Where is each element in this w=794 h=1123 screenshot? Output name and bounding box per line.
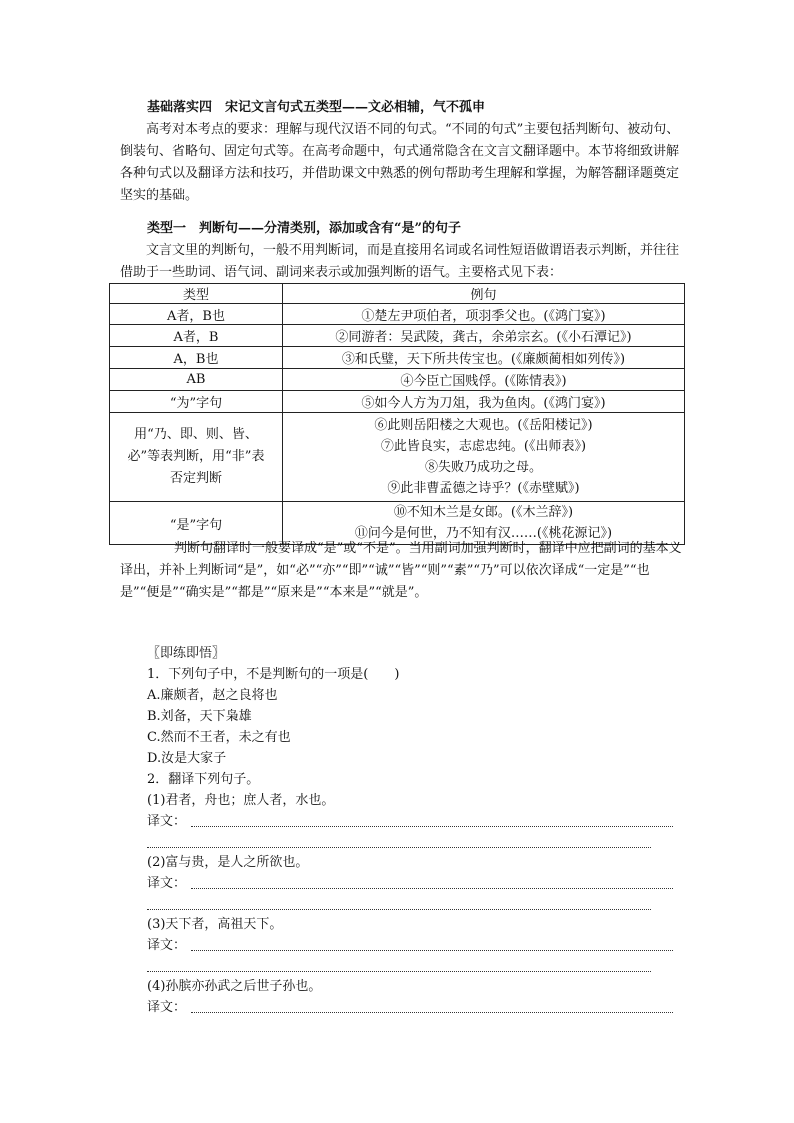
q1-option-a[interactable]: A.廉颇者，赵之良将也 [147, 688, 278, 703]
table-cell-type: A，B也 [110, 347, 283, 369]
section-intro: 高考对本考点的要求：理解与现代汉语不同的句式。“不同的句式”主要包括判断句、被动句、倒装句、省略句、固定句式等。在高考命题中，句式通常隐含在文言文翻译题中。本节将细致讲解各种句式以及翻译方法和技巧，并借助课文中熟悉的例句帮助考生理解和掌握，为解答翻译题奠定坚实的基础。 [120, 122, 680, 203]
table-example-line: ⑥此则岳阳楼之大观也。(《岳阳楼记》) [374, 418, 593, 433]
table-example-line: ⑧失败乃成功之母。 [424, 460, 542, 475]
q1-option-d[interactable]: D.汝是大家子 [147, 751, 227, 766]
q2-stem: 2．翻译下列句子。 [147, 772, 260, 787]
answer-line[interactable] [191, 888, 673, 889]
table-example-line: ⑪问今是何世，乃不知有汉……(《桃花源记》) [354, 526, 613, 541]
q2-answer-label: 译文： [147, 876, 187, 891]
type1-title: 类型一 判断句——分清类别，添加或含有“是”的句子 [147, 221, 461, 236]
table-cell-type: A者，B也 [110, 304, 283, 325]
answer-line[interactable] [147, 909, 651, 910]
table-cell-type: “为”字句 [110, 391, 283, 413]
answer-line[interactable] [191, 1012, 673, 1013]
answer-line[interactable] [147, 847, 651, 848]
answer-line[interactable] [191, 950, 673, 951]
table-cell-example: ③和氏璧，天下所共传宝也。(《廉颇蔺相如列传》) [283, 347, 685, 369]
table-row [110, 325, 685, 347]
q1-option-c[interactable]: C.然而不王者，未之有也 [147, 730, 291, 745]
table-cell-example: ④今臣亡国贱俘。(《陈情表》) [283, 369, 685, 391]
table-header-type: 类型 [110, 284, 283, 304]
table-example-line: ⑨此非曹孟德之诗乎？(《赤壁赋》) [387, 481, 580, 496]
q2-answer-label: 译文： [147, 814, 187, 829]
translation-note: 判断句翻译时一般要译成“是”或“不是”。当用副词加强判断时，翻译中应把副词的基本义译出，并补上判断词“是”，如“必”“亦”“即”“诚”“皆”“则”“素”“乃”可以依次译成“一定是”“也是”“便是”“确实是”“都是”“原来是”“本来是”“就是”。 [120, 541, 682, 600]
table-cell-example: ⑤如今人方为刀俎，我为鱼肉。(《鸿门宴》) [283, 391, 685, 413]
type1-description: 文言文里的判断句，一般不用判断词，而是直接用名词或名词性短语做谓语表示判断，并往往借助于一些助词、语气词、副词来表示或加强判断的语气。主要格式见下表： [120, 243, 680, 280]
table-header-example: 例句 [283, 284, 685, 304]
table-cell-type: AB [110, 369, 283, 391]
q1-stem: 1．下列句子中，不是判断句的一项是( ) [147, 667, 400, 682]
section-title: 基础落实四 宋记文言句式五类型——文必相辅，气不孤申 [147, 100, 486, 115]
table-row [110, 369, 685, 391]
q2-item-1: (1)君者，舟也；庶人者，水也。 [147, 793, 335, 808]
table-cell-example: ①楚左尹项伯者，项羽季父也。(《鸿门宴》) [283, 304, 685, 325]
table-row [110, 391, 685, 413]
q2-item-2: (2)富与贵，是人之所欲也。 [147, 855, 309, 870]
table-cell-type: A者，B [110, 325, 283, 347]
table-example-line: ⑦此皆良实，志虑忠纯。(《出师表》) [380, 439, 587, 454]
table-row [110, 304, 685, 325]
practice-label: 〖即练即悟〗 [147, 646, 226, 661]
answer-line[interactable] [191, 826, 673, 827]
q1-option-b[interactable]: B.刘备，天下枭雄 [147, 709, 252, 724]
table-header-row [110, 284, 685, 304]
q2-item-4: (4)孙膑亦孙武之后世子孙也。 [147, 979, 322, 994]
table-row [110, 347, 685, 369]
q2-answer-label: 译文： [147, 1000, 187, 1015]
table-row [110, 413, 685, 502]
answer-line[interactable] [147, 971, 651, 972]
table-cell-type: “是”字句 [110, 502, 283, 545]
table-example-line: ⑩不知木兰是女郎。(《木兰辞》) [393, 505, 574, 520]
q2-answer-label: 译文： [147, 938, 187, 953]
table-cell-type: 用“乃、即、则、皆、必”等表判断，用“非”表否定判断 [110, 413, 283, 502]
table-cell-example: ②同游者：吴武陵，龚古，余弟宗玄。(《小石潭记》) [283, 325, 685, 347]
table-cell-examples [283, 413, 685, 502]
judgment-table [109, 283, 685, 545]
q2-item-3: (3)天下者，高祖天下。 [147, 917, 283, 932]
